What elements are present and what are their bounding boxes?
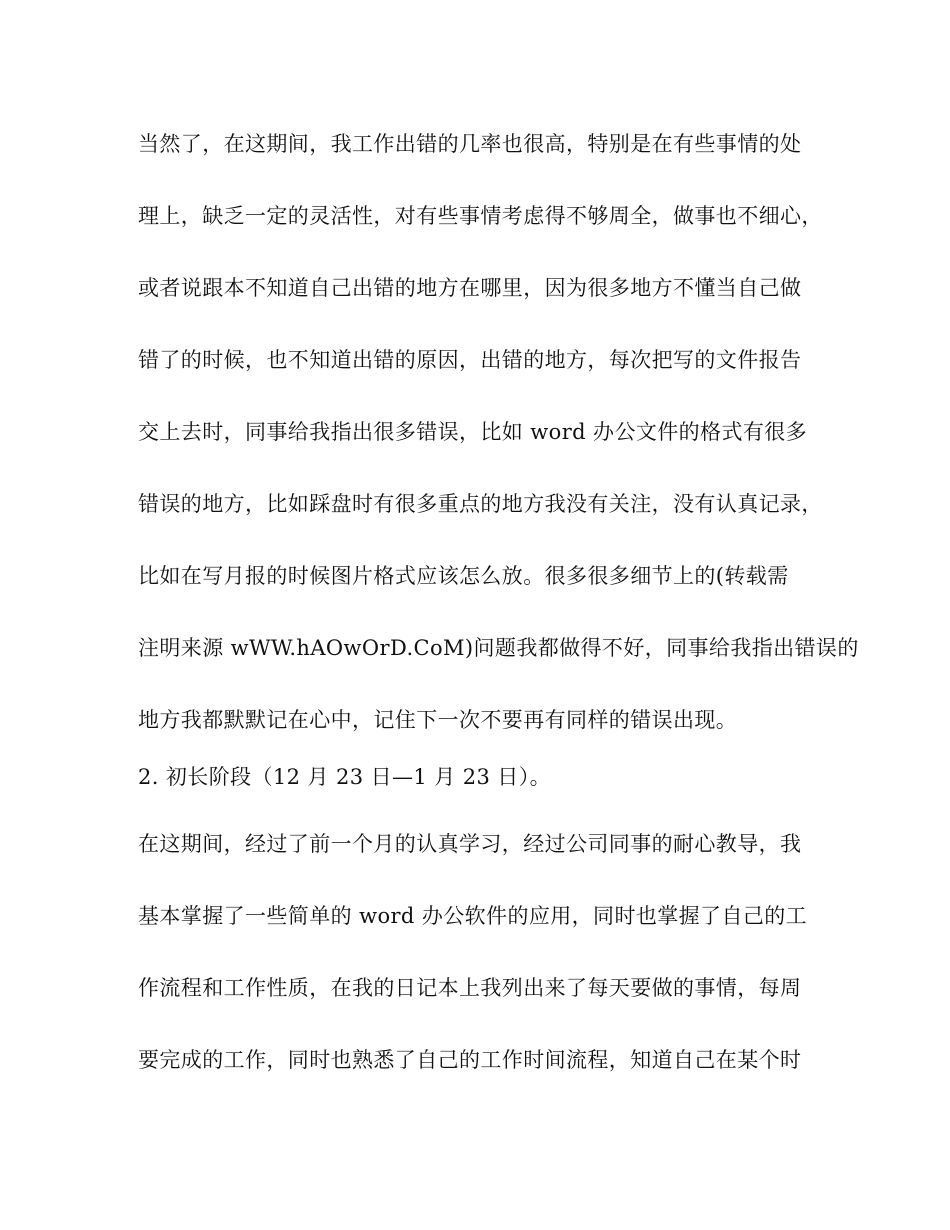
paragraph-line: 比如在写月报的时候图片格式应该怎么放。很多很多细节上的(转载需 — [138, 564, 789, 588]
paragraph-line: 地方我都默默记在心中，记住下一次不要再有同样的错误出现。 — [138, 708, 738, 732]
paragraph-line: 当然了，在这期间，我工作出错的几率也很高，特别是在有些事情的处 — [138, 132, 802, 156]
paragraph-line: 错了的时候，也不知道出错的原因，出错的地方，每次把写的文件报告 — [138, 348, 802, 372]
paragraph-line: 要完成的工作，同时也熟悉了自己的工作时间流程，知道自己在某个时 — [138, 1048, 802, 1072]
section-heading: 2. 初长阶段（12 月 23 日—1 月 23 日）。 — [138, 765, 551, 789]
paragraph-line: 交上去时，同事给我指出很多错误，比如 word 办公文件的格式有很多 — [138, 420, 808, 444]
paragraph-line: 错误的地方，比如踩盘时有很多重点的地方我没有关注，没有认真记录， — [138, 492, 823, 516]
paragraph-line: 在这期间，经过了前一个月的认真学习，经过公司同事的耐心教导，我 — [138, 832, 802, 856]
paragraph-line: 或者说跟本不知道自己出错的地方在哪里，因为很多地方不懂当自己做 — [138, 276, 802, 300]
paragraph-line: 理上，缺乏一定的灵活性，对有些事情考虑得不够周全，做事也不细心， — [138, 204, 823, 228]
paragraph-line: 注明来源 wWW.hAOwOrD.CoM)问题我都做得不好，同事给我指出错误的 — [138, 636, 859, 660]
paragraph-line: 作流程和工作性质，在我的日记本上我列出来了每天要做的事情，每周 — [138, 976, 802, 1000]
paragraph-line: 基本掌握了一些简单的 word 办公软件的应用，同时也掌握了自己的工 — [138, 904, 808, 928]
